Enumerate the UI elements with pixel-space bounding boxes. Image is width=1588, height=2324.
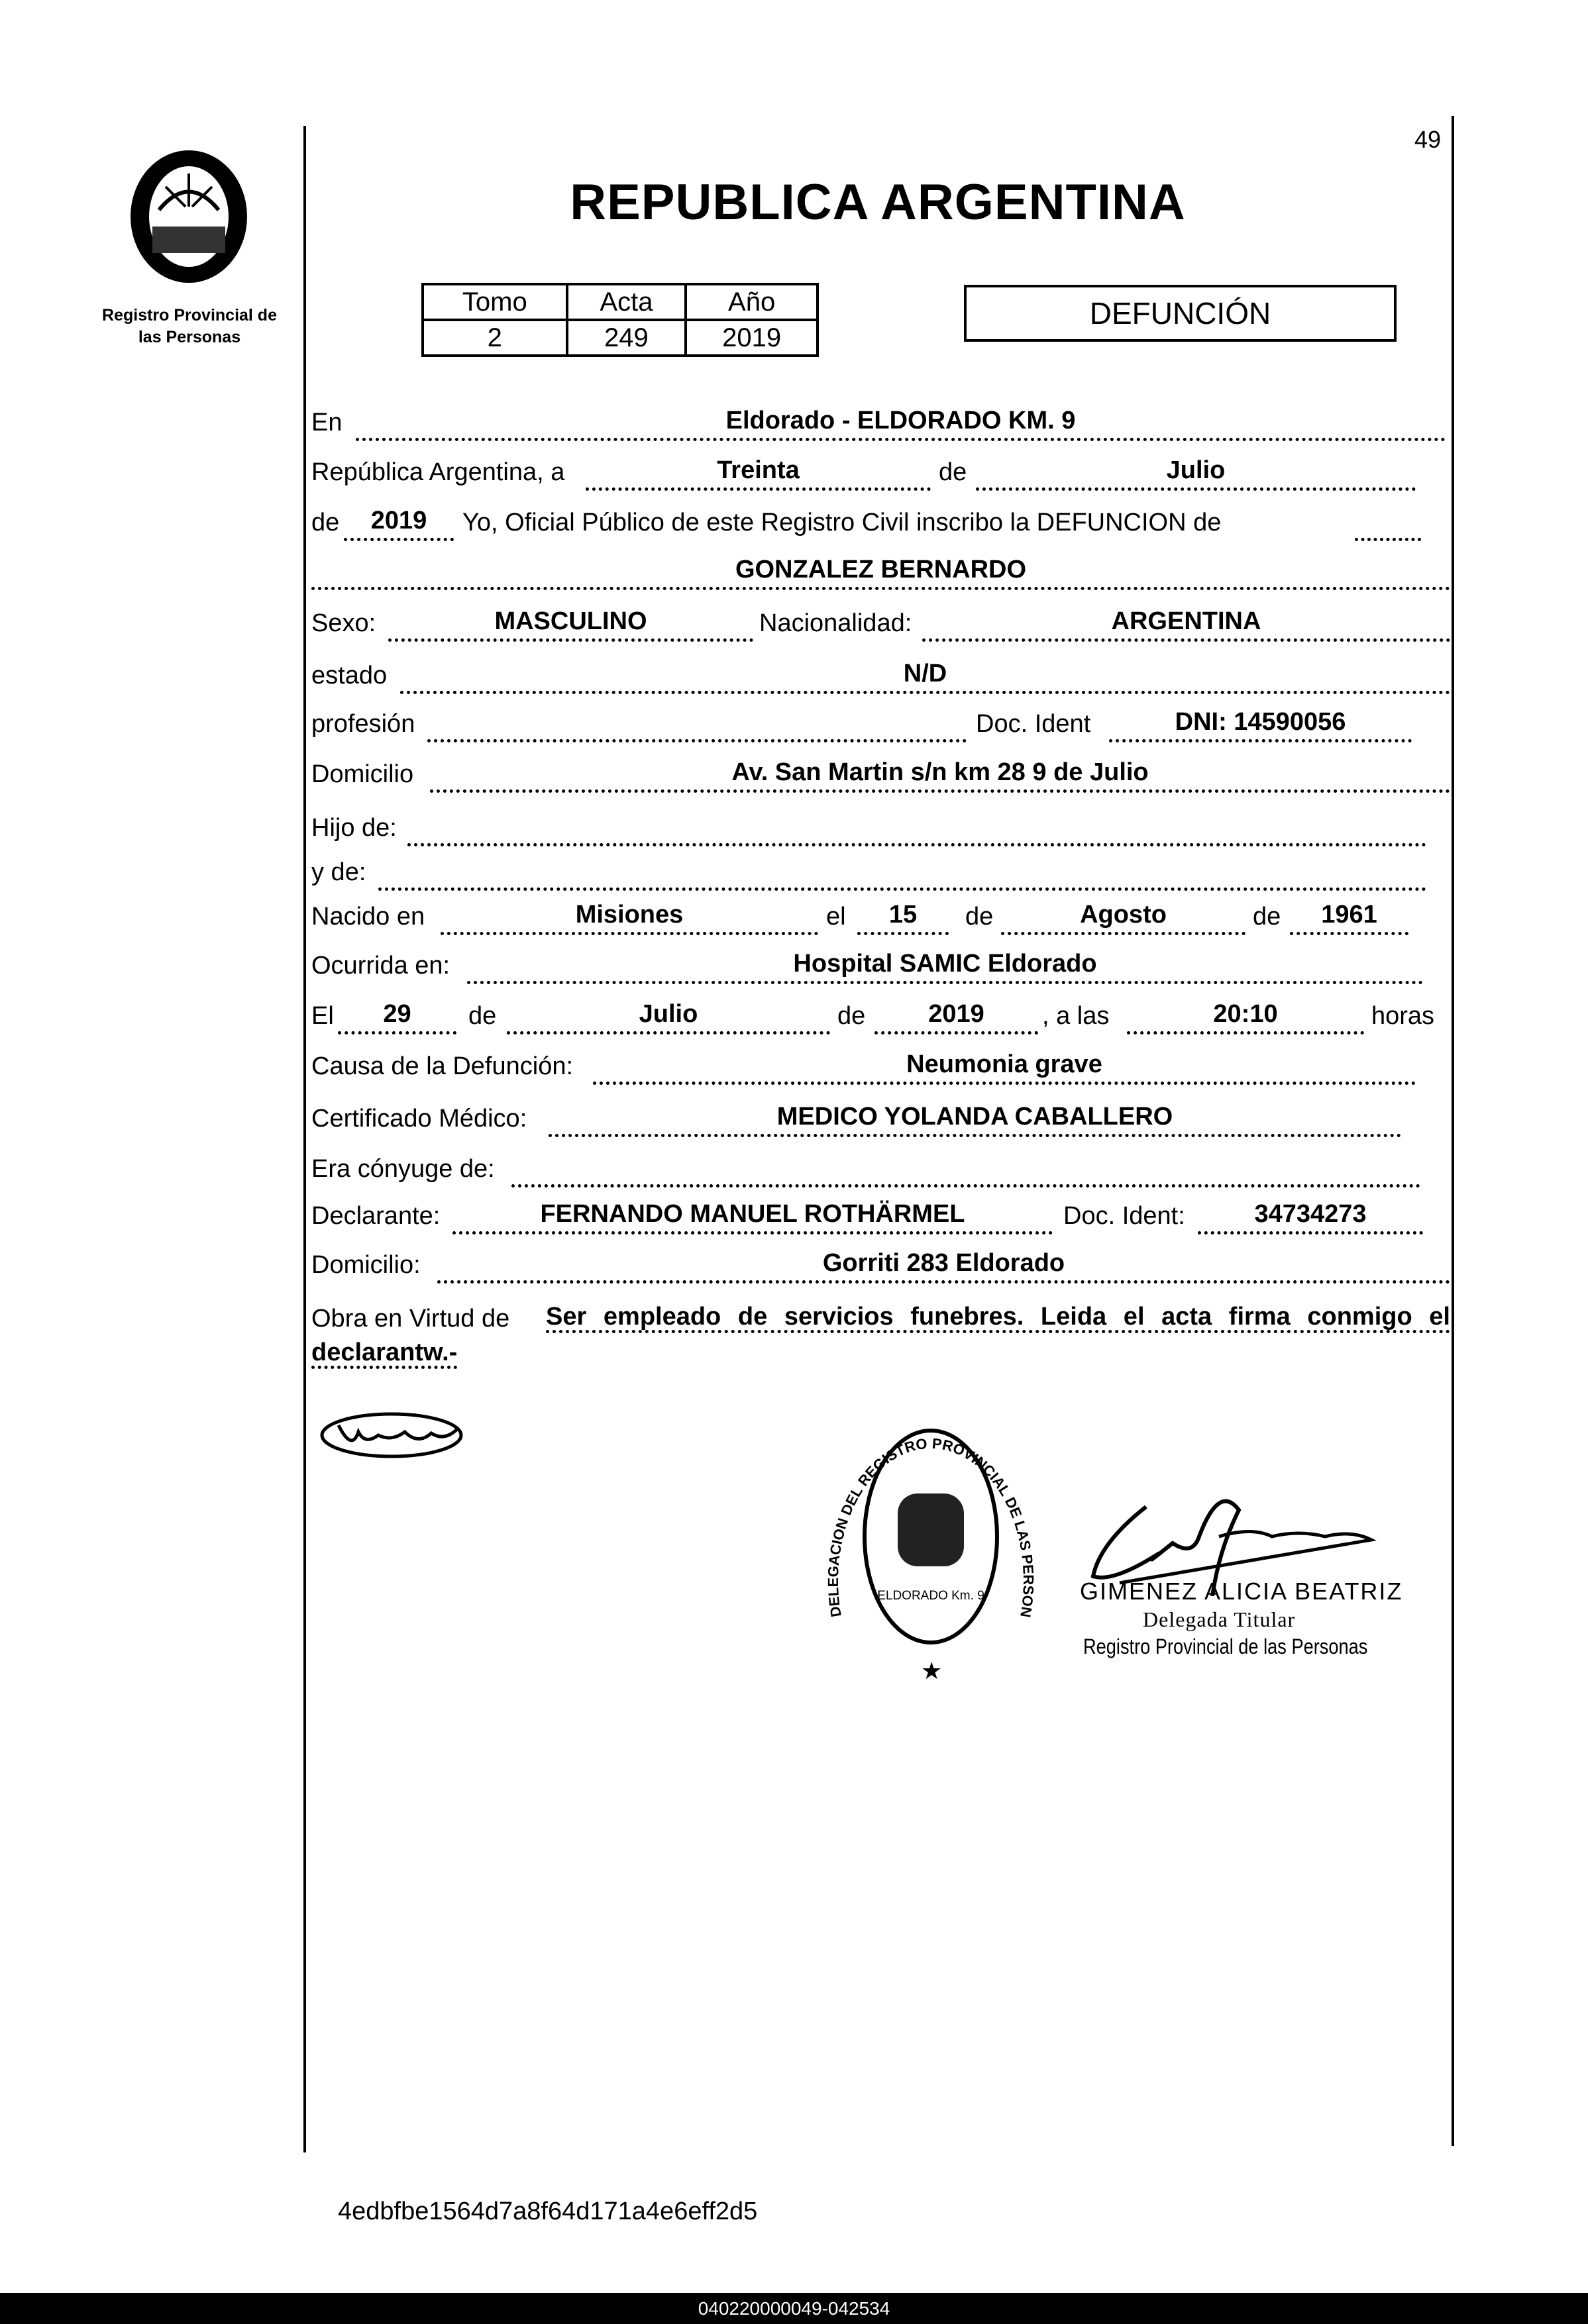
field-nacido-dia bbox=[857, 901, 949, 935]
label-de: de bbox=[939, 458, 967, 486]
value-def-hora: 20:10 bbox=[1213, 1000, 1278, 1028]
field-profesion bbox=[427, 709, 967, 742]
row-hijo-de bbox=[0, 813, 1588, 846]
field-doc bbox=[1109, 709, 1412, 742]
label-en: En bbox=[311, 409, 343, 436]
value-estado: N/D bbox=[903, 660, 947, 687]
row-sexo bbox=[0, 608, 1588, 641]
document-hash: 4edbfbe1564d7a8f64d171a4e6eff2d5 bbox=[338, 2198, 758, 2225]
field-hijo-de bbox=[407, 813, 1426, 846]
label-de: de bbox=[311, 509, 340, 536]
label-domicilio: Domicilio bbox=[311, 760, 414, 788]
field-nacido-lugar bbox=[441, 901, 818, 935]
register-table-values bbox=[423, 320, 818, 356]
value-nacionalidad: ARGENTINA bbox=[1111, 607, 1261, 635]
value-nacido-dia: 15 bbox=[888, 901, 918, 929]
page-title: REPUBLICA ARGENTINA bbox=[570, 174, 1186, 230]
row-anio bbox=[0, 507, 1588, 540]
row-domicilio-declarante bbox=[0, 1250, 1588, 1283]
label-obra: Obra en Virtud de bbox=[311, 1305, 510, 1333]
label-de: de bbox=[468, 1002, 497, 1030]
value-sexo: MASCULINO bbox=[494, 607, 647, 635]
row-declarante bbox=[0, 1201, 1588, 1234]
field-estado bbox=[400, 660, 1450, 694]
official-stamp bbox=[821, 1388, 1040, 1686]
value-mes: Julio bbox=[1166, 456, 1226, 484]
field-certificado bbox=[549, 1103, 1401, 1137]
header-anio: Año bbox=[686, 284, 818, 320]
field-blank bbox=[1355, 507, 1421, 541]
field-def-dia bbox=[338, 1001, 456, 1035]
value-ocurrida: Hospital SAMIC Eldorado bbox=[793, 950, 1097, 978]
row-nacimiento bbox=[0, 901, 1588, 935]
field-domicilio-declarante bbox=[437, 1250, 1450, 1284]
value-obra-2: declarantw.- bbox=[311, 1339, 457, 1369]
value-nombre: GONZALEZ BERNARDO bbox=[735, 556, 1027, 583]
value-certificado: MEDICO YOLANDA CABALLERO bbox=[776, 1103, 1173, 1131]
field-anio bbox=[344, 507, 454, 541]
stamp-star-icon: ★ bbox=[921, 1657, 943, 1684]
stamp-outer-text: DELEGACION DEL REGISTRO PROVINCIAL DE LAS PERSON bbox=[824, 1435, 1037, 1619]
row-conyuge bbox=[0, 1154, 1588, 1187]
document-type-box: DEFUNCIÓN bbox=[964, 285, 1397, 342]
value-domicilio: Av. San Martin s/n km 28 9 de Julio bbox=[731, 758, 1149, 786]
value-declarante-doc: 34734273 bbox=[1254, 1200, 1367, 1228]
label-de: de bbox=[965, 903, 994, 931]
value-dia: Treinta bbox=[717, 456, 800, 484]
value-obra-1: Ser empleado de servicios funebres. Leida el acta firma conmigo el bbox=[546, 1303, 1450, 1333]
label-republica: República Argentina, a bbox=[311, 458, 565, 486]
value-def-anio: 2019 bbox=[928, 1000, 984, 1028]
row-obra bbox=[0, 1303, 1588, 1337]
label-ocurrida-en: Ocurrida en: bbox=[311, 952, 450, 980]
registry-label-line2: las Personas bbox=[138, 328, 241, 346]
row-certificado bbox=[0, 1103, 1588, 1137]
value-causa: Neumonia grave bbox=[906, 1050, 1102, 1078]
registry-label bbox=[90, 305, 289, 348]
row-nombre bbox=[0, 556, 1588, 589]
value-acta: 249 bbox=[567, 320, 686, 356]
field-nacionalidad bbox=[922, 608, 1450, 642]
value-anio: 2019 bbox=[370, 507, 427, 534]
field-nombre bbox=[311, 556, 1450, 590]
field-ocurrida bbox=[467, 950, 1423, 984]
label-horas: horas bbox=[1371, 1002, 1435, 1030]
label-nacido-en: Nacido en bbox=[311, 903, 425, 931]
header-tomo: Tomo bbox=[423, 284, 567, 320]
field-declarante bbox=[452, 1201, 1053, 1235]
label-y-de: y de: bbox=[311, 858, 366, 886]
label-domicilio2: Domicilio: bbox=[311, 1251, 421, 1279]
label-a-las: , a las bbox=[1042, 1002, 1110, 1030]
row-profesion bbox=[0, 709, 1588, 742]
value-def-mes: Julio bbox=[639, 1000, 698, 1028]
label-declarante: Declarante: bbox=[311, 1202, 441, 1230]
value-nacido-anio: 1961 bbox=[1321, 901, 1377, 929]
label-de: de bbox=[837, 1002, 866, 1030]
row-estado bbox=[0, 660, 1588, 693]
value-lugar: Eldorado - ELDORADO KM. 9 bbox=[725, 407, 1076, 434]
label-hijo-de: Hijo de: bbox=[311, 814, 397, 842]
row-y-de bbox=[0, 857, 1588, 890]
value-domicilio-declarante: Gorriti 283 Eldorado bbox=[822, 1249, 1065, 1277]
signatory-role: Delegada Titular bbox=[1143, 1607, 1296, 1631]
label-nacionalidad: Nacionalidad: bbox=[759, 609, 912, 637]
footer-code: 040220000049-042534 bbox=[0, 2293, 1588, 2324]
label-doc-ident2: Doc. Ident: bbox=[1063, 1202, 1185, 1230]
value-nacido-mes: Agosto bbox=[1080, 901, 1167, 929]
label-yo: Yo, Oficial Público de este Registro Civil inscribo la DEFUNCION de bbox=[462, 509, 1222, 536]
label-profesion: profesión bbox=[311, 710, 415, 738]
label-certificado: Certificado Médico: bbox=[311, 1105, 527, 1133]
signatory-office: Registro Provincial de las Personas bbox=[1083, 1635, 1368, 1658]
register-table-header bbox=[423, 284, 818, 320]
declarant-signature bbox=[319, 1405, 471, 1465]
label-sexo: Sexo: bbox=[311, 609, 376, 637]
row-causa bbox=[0, 1051, 1588, 1084]
field-def-anio bbox=[874, 1001, 1038, 1035]
registry-label-line1: Registro Provincial de bbox=[102, 306, 277, 325]
label-de: de bbox=[1253, 903, 1281, 931]
stamp-inner-text: ELDORADO Km. 9 bbox=[877, 1589, 984, 1603]
register-table bbox=[421, 283, 819, 357]
field-conyuge bbox=[511, 1154, 1420, 1187]
value-anio: 2019 bbox=[686, 320, 818, 356]
field-mes bbox=[976, 457, 1416, 491]
field-dia bbox=[586, 457, 931, 491]
header-acta: Acta bbox=[567, 284, 686, 320]
value-def-dia: 29 bbox=[383, 1000, 411, 1028]
row-domicilio bbox=[0, 759, 1588, 792]
field-nacido-mes bbox=[1001, 901, 1245, 935]
row-obra-2 bbox=[0, 1339, 1588, 1372]
field-causa bbox=[593, 1051, 1416, 1085]
field-def-mes bbox=[507, 1001, 830, 1035]
value-nacido-lugar: Misiones bbox=[575, 901, 684, 929]
label-el: el bbox=[826, 903, 846, 931]
value-doc: DNI: 14590056 bbox=[1175, 708, 1346, 736]
row-fecha-defuncion bbox=[0, 1001, 1588, 1034]
value-declarante: FERNANDO MANUEL ROTHÄRMEL bbox=[540, 1200, 965, 1228]
field-def-hora bbox=[1127, 1001, 1364, 1035]
row-lugar bbox=[0, 407, 1588, 440]
field-lugar bbox=[356, 407, 1446, 441]
signatory-name: GIMENEZ ALICIA BEATRIZ bbox=[1080, 1578, 1403, 1605]
label-causa: Causa de la Defunción: bbox=[311, 1052, 574, 1080]
field-declarante-doc bbox=[1198, 1201, 1423, 1235]
field-y-de bbox=[378, 857, 1426, 891]
row-ocurrida bbox=[0, 950, 1588, 984]
label-conyuge: Era cónyuge de: bbox=[311, 1155, 495, 1183]
value-tomo: 2 bbox=[423, 320, 567, 356]
field-nacido-anio bbox=[1290, 901, 1408, 935]
field-domicilio bbox=[430, 759, 1450, 793]
label-estado: estado bbox=[311, 662, 388, 689]
label-el-cap: El bbox=[311, 1002, 334, 1030]
field-sexo bbox=[388, 608, 753, 642]
row-fecha bbox=[0, 457, 1588, 490]
label-doc-ident: Doc. Ident bbox=[976, 710, 1091, 738]
page-number: 49 bbox=[1414, 126, 1442, 153]
